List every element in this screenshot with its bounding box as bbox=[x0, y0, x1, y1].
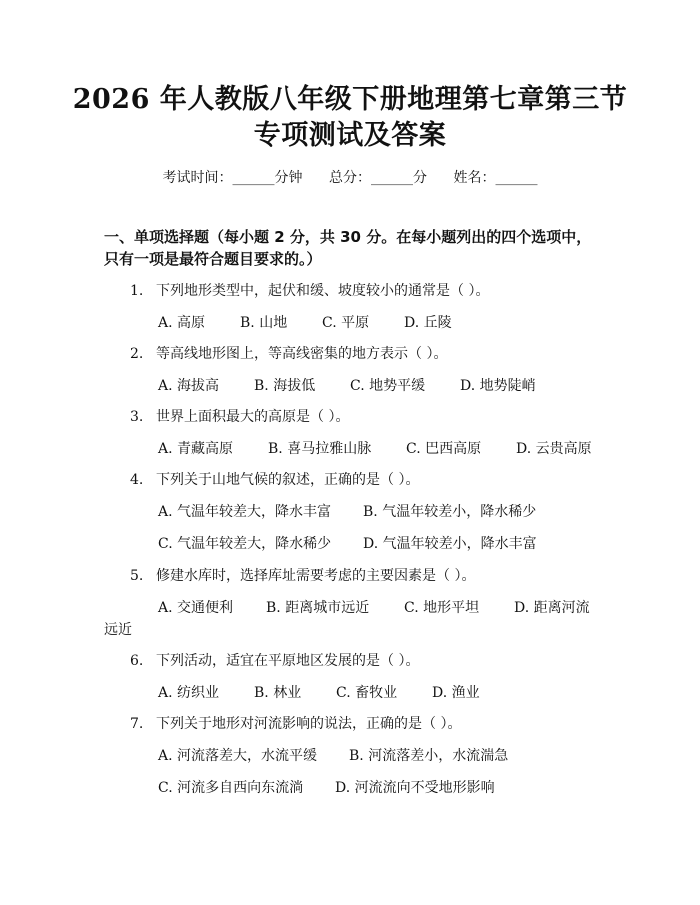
title-line-2: 专项测试及答案 bbox=[253, 120, 447, 151]
question-stem: 等高线地形图上，等高线密集的地方表示（ ）。 bbox=[156, 346, 448, 362]
option-b: B. 林业 bbox=[254, 685, 302, 701]
question-number: 2. bbox=[130, 346, 144, 362]
option-b: B. 山地 bbox=[240, 315, 288, 331]
question-5 bbox=[130, 566, 475, 586]
option-c: C. 巴西高原 bbox=[406, 441, 482, 457]
title-line-1: 2026 年人教版八年级下册地理第七章第三节 bbox=[72, 84, 628, 115]
option-a: A. 海拔高 bbox=[158, 378, 220, 394]
option-b: B. 河流落差小，水流湍急 bbox=[349, 748, 509, 764]
option-d: D. 河流流向不受地形影响 bbox=[335, 780, 495, 796]
student-name: 姓名：______ bbox=[453, 170, 538, 186]
question-number: 7. bbox=[130, 716, 144, 732]
option-d: D. 气温年较差小，降水丰富 bbox=[363, 536, 537, 552]
question-number: 6. bbox=[130, 653, 144, 669]
question-3 bbox=[130, 407, 349, 427]
question-stem: 修建水库时，选择库址需要考虑的主要因素是（ ）。 bbox=[156, 568, 476, 584]
section-heading: 一、单项选择题（每小题 2 分，共 30 分。在每小题列出的四个选项中，只有一项是最符合题目要求的。） bbox=[104, 228, 592, 268]
question-1 bbox=[130, 281, 489, 301]
question-4 bbox=[130, 470, 419, 490]
option-b: B. 海拔低 bbox=[254, 378, 316, 394]
question-1-options bbox=[158, 313, 452, 333]
option-a: A. 纺织业 bbox=[158, 685, 220, 701]
option-a: A. 交通便利 bbox=[158, 600, 234, 616]
exam-time: 考试时间：______分钟 bbox=[162, 170, 303, 186]
option-a: A. 气温年较差大，降水丰富 bbox=[158, 504, 332, 520]
option-b: B. 喜马拉雅山脉 bbox=[268, 441, 372, 457]
question-stem: 下列关于地形对河流影响的说法，正确的是（ ）。 bbox=[156, 716, 462, 732]
question-stem: 下列地形类型中，起伏和缓、坡度较小的通常是（ ）。 bbox=[156, 283, 490, 299]
question-2-options bbox=[158, 376, 536, 396]
option-a: A. 高原 bbox=[158, 315, 206, 331]
total-score: 总分：______分 bbox=[329, 170, 427, 186]
option-a: A. 青藏高原 bbox=[158, 441, 234, 457]
question-stem: 下列活动，适宜在平原地区发展的是（ ）。 bbox=[156, 653, 420, 669]
question-5-option-d-wrap: 远近 bbox=[104, 622, 132, 638]
question-4-options-row1 bbox=[158, 502, 536, 522]
question-number: 4. bbox=[130, 472, 144, 488]
option-c: C. 气温年较差大，降水稀少 bbox=[158, 536, 332, 552]
question-number: 5. bbox=[130, 568, 144, 584]
option-a: A. 河流落差大，水流平缓 bbox=[158, 748, 318, 764]
option-b: B. 距离城市远近 bbox=[266, 600, 370, 616]
question-7-options-row2 bbox=[158, 778, 495, 798]
question-2 bbox=[130, 344, 447, 364]
option-b: B. 气温年较差小，降水稀少 bbox=[363, 504, 537, 520]
exam-info bbox=[0, 168, 700, 188]
option-c: C. 河流多自西向东流淌 bbox=[158, 780, 304, 796]
option-c: C. 地形平坦 bbox=[404, 600, 480, 616]
question-6 bbox=[130, 651, 419, 671]
question-stem: 下列关于山地气候的叙述，正确的是（ ）。 bbox=[156, 472, 420, 488]
option-d: D. 云贵高原 bbox=[516, 441, 592, 457]
question-5-options bbox=[158, 598, 590, 618]
question-number: 1. bbox=[130, 283, 144, 299]
option-d: D. 丘陵 bbox=[404, 315, 452, 331]
option-c: C. 畜牧业 bbox=[336, 685, 398, 701]
option-c: C. 地势平缓 bbox=[350, 378, 426, 394]
option-d: D. 渔业 bbox=[432, 685, 480, 701]
option-d: D. 地势陡峭 bbox=[460, 378, 536, 394]
question-number: 3. bbox=[130, 409, 144, 425]
question-4-options-row2 bbox=[158, 534, 537, 554]
option-d: D. 距离河流 bbox=[514, 600, 590, 616]
question-7-options-row1 bbox=[158, 746, 508, 766]
question-6-options bbox=[158, 683, 480, 703]
question-7 bbox=[130, 714, 461, 734]
question-stem: 世界上面积最大的高原是（ ）。 bbox=[156, 409, 350, 425]
option-c: C. 平原 bbox=[322, 315, 370, 331]
question-3-options bbox=[158, 439, 592, 459]
